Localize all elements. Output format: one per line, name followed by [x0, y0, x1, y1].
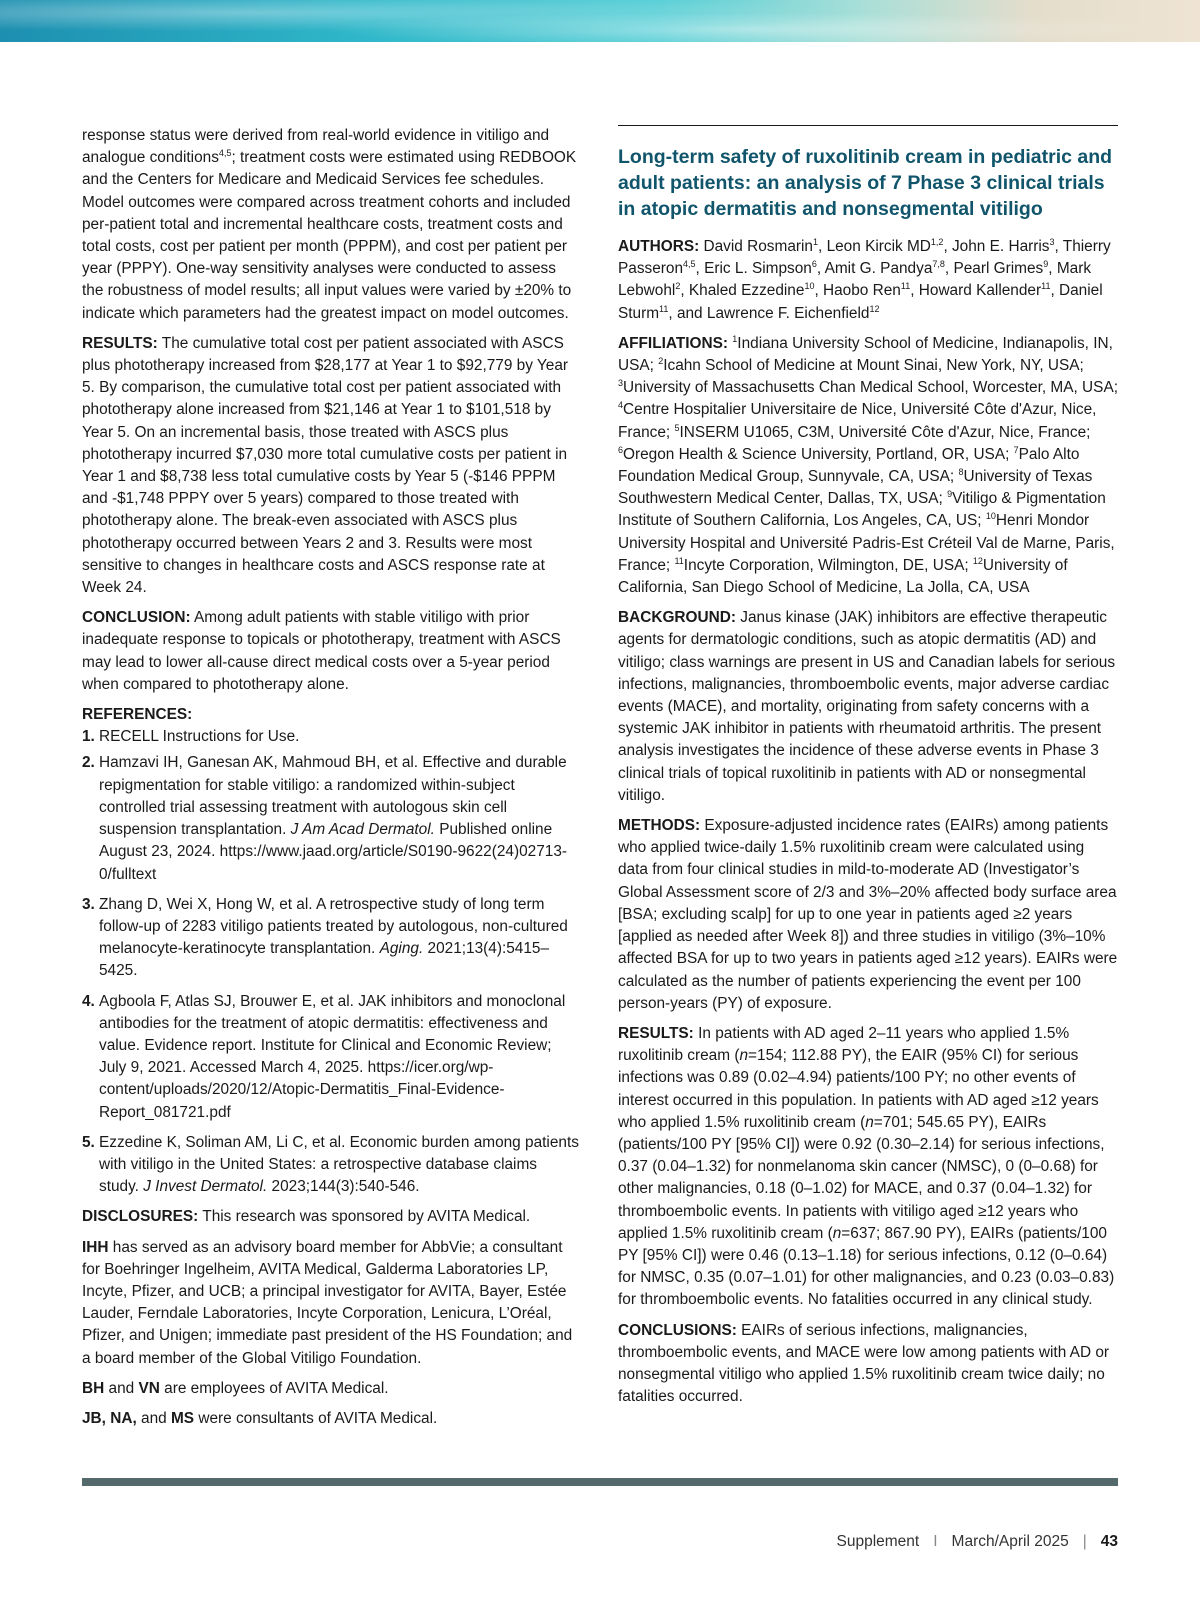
footer-separator: I — [933, 1533, 938, 1550]
author-affiliation-sup: 2 — [675, 281, 681, 292]
author-affiliation-sup: 1 — [813, 236, 819, 247]
author-affiliation-sup: 4,5 — [683, 259, 696, 270]
author-affiliation-sup: 11 — [659, 303, 669, 314]
ihh-disclosure: IHH has served as an advisory board member for AbbVie; a consultant for Boehringer Ingelheim, AVITA Medical, Galderma Laboratories LP, Incyte, Pfizer, and UCB; a principal investigator for AVITA, Bayer, Estée Lauder, Ferndale Laboratories, Incyte Corporation, Lenicura, L’Oréal, Pfizer, and Unigen; immediate past president of the HS Foundation; and a board member of the Global Vitiligo Foundation. — [82, 1238, 573, 1367]
conclusions-label: CONCLUSIONS: — [618, 1321, 737, 1339]
results-paragraph-right: RESULTS: In patients with AD aged 2–11 years who applied 1.5% ruxolitinib cream (n=154; 112.88 PY), the EAIR (95% CI) for serious infections was 0.89 (0.02–4.94) patients/100 PY; no other events of interest occurred in this population. In patients with AD aged ≥12 years who applied 1.5% ruxolitinib cream (n=701; 545.65 PY), EAIRs (patients/100 PY [95% CI]) were 0.92 (0.30–2.14) for serious infections, 0.37 (0.04–1.32) for nonmelanoma skin cancer (NMSC), 0 (0–0.68) for other malignancies, 0.18 (0–1.02) for MACE, and 0.37 (0.04–1.32) for thromboembolic events. In patients with vitiligo aged ≥12 years who applied 1.5% ruxolitinib cream (n=637; 867.90 PY), EAIRs (patients/100 PY [95% CI]) were 0.46 (0.13–1.18) for serious infections, 0.12 (0–0.64) for NMSC, 0.35 (0.07–1.01) for other malignancies, and 0.23 (0.03–0.83) for thromboembolic events. No fatalities occurred in any clinical study. — [618, 1024, 1115, 1309]
reference-item: 3. Zhang D, Wei X, Hong W, et al. A retrospective study of long term follow-up of 2283 vitiligo patients treated by autologous, non-cultured melanocyte-keratinocyte transplantation. Aging. 2021;13(4):5415–5425. — [82, 895, 568, 980]
affiliation-sup: 6 — [618, 444, 624, 455]
author-name: , Pearl Grimes — [944, 260, 1044, 278]
author-name: , Daniel Sturm — [618, 282, 1103, 322]
affiliation-sup: 8 — [958, 466, 964, 477]
conclusion-paragraph: CONCLUSION: Among adult patients with stable vitiligo with prior inadequate response to topicals or phototherapy, treatment with ASCS may lead to lower all-cause direct medical costs over a 5-year period when compared to phototherapy alone. — [82, 609, 561, 693]
reference-link[interactable]: Published online August 23, 2024. https://www.jaad.org/article/S0190-9622(24)02713-0/fulltext — [99, 821, 568, 883]
affiliation-text: Vitiligo & Pigmentation Institute of Southern California, Los Angeles, CA, US; — [618, 490, 1106, 530]
abstract-title: Long-term safety of ruxolitinib cream in pediatric and adult patients: an analysis of 7 Phase 3 clinical trials in atopic dermatitis and nonsegmental vitiligo — [618, 146, 1113, 220]
footer-section: Supplement — [836, 1533, 920, 1550]
methods-paragraph: METHODS: Exposure-adjusted incidence rates (EAIRs) among patients who applied twice-daily 1.5% ruxolitinib cream were calculated using data from four clinical studies in mild-to-moderate AD (Investigator’s Global Assessment score of 2/3 and 3%–20% affected body surface area [BSA; excluding scalp] for up to one year in patients aged ≥2 years [applied as needed after Week 8]) and three studies in vitiligo (3%–10% affected BSA for up to two years in patients aged ≥12 years). EAIRs were calculated as the number of patients experiencing the event per 100 person-years (PY) of exposure. — [618, 817, 1118, 1012]
affiliation-text: Centre Hospitalier Universitaire de Nice, Université Côte d'Azur, Nice, France; — [618, 401, 1097, 441]
methods-label: METHODS: — [618, 817, 701, 835]
affiliation-sup: 10 — [985, 511, 996, 522]
affiliation-text: Palo Alto Foundation Medical Group, Sunnyvale, CA, USA; — [618, 445, 1080, 486]
authors-paragraph — [618, 236, 1118, 325]
affiliations-list — [618, 335, 1118, 596]
affiliation-text: University of California, San Diego School of Medicine, La Jolla, CA, USA — [618, 556, 1068, 597]
background-label: BACKGROUND: — [618, 609, 736, 627]
results-paragraph: RESULTS: The cumulative total cost per patient associated with ASCS plus phototherapy increased from $28,177 at Year 1 to $92,779 by Year 5. By comparison, the cumulative total cost per patient associated with phototherapy alone increased from $21,146 at Year 1 to $101,518 by Year 5. On an incremental basis, those treated with ASCS plus phototherapy incurred $7,030 more total cumulative costs per patient in Year 1 and $8,738 less total cumulative costs by Year 5 (-$146 PPPM and -$1,748 PPPY over 5 years) compared to those treated with phototherapy alone. The break-even associated with ASCS plus phototherapy occurred between Years 2 and 3. Results were most sensitive to changes in healthcare costs and ASCS response rate at Week 24. — [82, 334, 569, 597]
affiliation-text: INSERM U1065, C3M, Université Côte d'Azur, Nice, France; — [679, 423, 1091, 441]
disclosures-paragraph: DISCLOSURES: This research was sponsored by AVITA Medical. — [82, 1208, 531, 1226]
footer-rule — [82, 1478, 1118, 1486]
affiliation-sup: 3 — [618, 378, 624, 389]
affiliation-text: Indiana University School of Medicine, Indianapolis, IN, USA; — [618, 334, 1113, 375]
disclosures-label: DISCLOSURES: — [82, 1208, 199, 1226]
right-column — [618, 125, 1118, 1416]
author-name: , Haobo Ren — [814, 282, 901, 300]
author-name: , Eric L. Simpson — [695, 260, 812, 278]
author-affiliation-sup: 12 — [869, 303, 880, 314]
author-affiliation-sup: 3 — [1049, 236, 1055, 247]
reference-item: 5. Ezzedine K, Soliman AM, Li C, et al. Economic burden among patients with vitiligo in the United States: a retrospective database claims study. J Invest Dermatol. 2023;144(3):540-546. — [82, 1133, 579, 1196]
author-name: , Khaled Ezzedine — [680, 282, 805, 300]
affiliation-text: Oregon Health & Science University, Portland, OR, USA; — [623, 445, 1014, 463]
footer-separator: | — [1082, 1533, 1087, 1550]
affiliation-sup: 5 — [674, 422, 680, 433]
affiliations-label: AFFILIATIONS: — [618, 334, 728, 352]
footer-issue: March/April 2025 — [951, 1533, 1069, 1550]
references-list — [82, 726, 579, 1198]
results-label: RESULTS: — [82, 334, 158, 352]
page-footer — [837, 1533, 1119, 1551]
affiliation-sup: 7 — [1013, 444, 1019, 455]
affiliation-sup: 11 — [674, 555, 684, 566]
background-paragraph: BACKGROUND: Janus kinase (JAK) inhibitors are effective therapeutic agents for dermatologic conditions, such as atopic dermatitis (AD) and vitiligo; class warnings are present in US and Canadian labels for serious infections, malignancies, thromboembolic events, major adverse cardiac events (MACE), and mortality, originating from safety concerns with a systemic JAK inhibitor in patients with rheumatoid arthritis. The present analysis investigates the incidence of these adverse events in Phase 3 clinical trials of topical ruxolitinib in patients with AD or nonsegmental vitiligo. — [618, 609, 1116, 804]
header-banner — [0, 0, 1200, 42]
page-number: 43 — [1100, 1533, 1118, 1550]
author-name: , Amit G. Pandya — [816, 260, 933, 278]
author-affiliation-sup: 10 — [804, 281, 815, 292]
column-rule — [618, 125, 1118, 126]
conclusions-paragraph: CONCLUSIONS: EAIRs of serious infections, malignancies, thromboembolic events, and MACE were low among patients with AD or nonsegmental vitiligo who applied 1.5% ruxolitinib cream twice daily; no fatalities occurred. — [618, 1321, 1110, 1406]
author-name: , John E. Harris — [943, 238, 1050, 255]
affiliation-sup: 2 — [658, 355, 664, 366]
methods-continued: response status were derived from real-world evidence in vitiligo and analogue conditions$^{4,5}$; treatment costs were estimated using REDBOOK and the Centers for Medicare and Medicaid Services fee schedules. Model outcomes were compared across treatment cohorts and included per-patient total and incremental healthcare costs, treatment costs and total costs, cost per patient per month (PPPM), and cost per patient per year (PPPY). One-way sensitivity analyses were conducted to assess the robustness of model results; all input values were varied by ±20% to indicate which parameters had the greatest impact on model outcomes. — [82, 127, 577, 322]
affiliation-sup: 4 — [618, 400, 624, 411]
author-name: , Thierry Passeron — [618, 238, 1111, 278]
left-column — [82, 125, 579, 1438]
conclusion-label: CONCLUSION: — [82, 609, 191, 627]
author-affiliation-sup: 6 — [811, 259, 817, 270]
affiliation-text: Incyte Corporation, Wilmington, DE, USA; — [683, 556, 973, 574]
author-name: David Rosmarin — [699, 238, 813, 255]
author-affiliation-sup: 11 — [1041, 281, 1051, 292]
author-name: , Leon Kircik MD — [818, 238, 931, 255]
author-affiliation-sup: 7,8 — [932, 259, 945, 270]
jb-na-ms-disclosure: JB, NA, and MS were consultants of AVITA Medical. — [82, 1409, 438, 1427]
affiliation-text: Icahn School of Medicine at Mount Sinai, New York, NY, USA; — [663, 357, 1084, 375]
bh-vn-disclosure: BH and VN are employees of AVITA Medical. — [82, 1379, 389, 1397]
affiliation-text: University of Massachusetts Chan Medical School, Worcester, MA, USA; — [623, 379, 1118, 397]
reference-item: 2. Hamzavi IH, Ganesan AK, Mahmoud BH, et al. Effective and durable repigmentation for stable vitiligo: a randomized within-subject controlled trial assessing treatment with autologous skin cell suspension transplantation. J Am Acad Dermatol. Published online August 23, 2024. https://www.jaad.org/article/S0190-9622(24)02713-0/fulltext — [82, 754, 568, 883]
author-affiliation-sup: 9 — [1043, 259, 1049, 270]
citation-sup: 4,5 — [218, 148, 232, 159]
affiliation-text: University of Texas Southwestern Medical Center, Dallas, TX, USA; — [618, 468, 1093, 508]
author-affiliation-sup: 11 — [900, 281, 911, 292]
affiliation-text: Henri Mondor University Hospital and Université Padris-Est Créteil Val de Marne, Paris, France; — [618, 512, 1115, 574]
affiliations-paragraph — [618, 333, 1118, 599]
reference-link[interactable]: Agboola F, Atlas SJ, Brouwer E, et al. JAK inhibitors and monoclonal antibodies for the treatment of atopic dermatitis: effectiveness and value. Evidence report. Institute for Clinical and Economic Review; July 9, 2021. Accessed March 4, 2025. https://icer.org/wp-content/uploads/2020/12/Atopic-Dermatitis_Final-Evidence-Report_081721.pdf — [99, 992, 566, 1121]
authors-label: AUTHORS: — [618, 238, 700, 255]
author-name: , and Lawrence F. Eichenfield — [668, 304, 870, 322]
reference-item: 4. Agboola F, Atlas SJ, Brouwer E, et al. JAK inhibitors and monoclonal antibodies for the treatment of atopic dermatitis: effectiveness and value. Evidence report. Institute for Clinical and Economic Review; July 9, 2021. Accessed March 4, 2025. https://icer.org/wp-content/uploads/2020/12/Atopic-Dermatitis_Final-Evidence-Report_081721.pdf — [82, 991, 579, 1124]
reference-item: 1. RECELL Instructions for Use. — [82, 728, 300, 746]
affiliation-sup: 1 — [732, 333, 738, 344]
references-heading: REFERENCES: — [82, 706, 193, 724]
author-name: , Mark Lebwohl — [618, 260, 1092, 300]
results-label-right: RESULTS: — [618, 1024, 694, 1042]
author-name: , Howard Kallender — [910, 282, 1042, 300]
author-affiliation-sup: 1,2 — [930, 236, 944, 247]
affiliation-sup: 12 — [972, 555, 983, 566]
affiliation-sup: 9 — [947, 489, 953, 500]
